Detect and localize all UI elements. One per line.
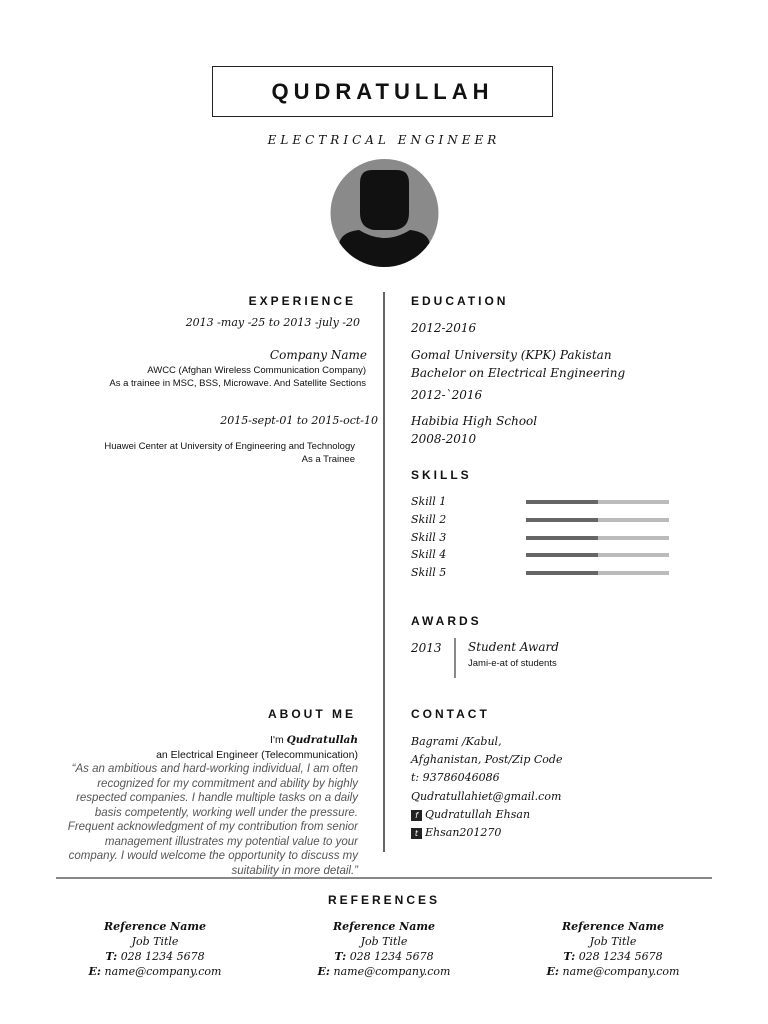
education-date-1: 2012-2016 [411,321,477,335]
education-heading: EDUCATION [411,294,509,308]
about-intro [150,734,358,746]
contact-facebook[interactable] [411,808,530,821]
experience-date-2: 2015-sept-01 to 2015-oct-10 [220,414,378,427]
candidate-name: QUDRATULLAH [271,78,494,104]
reference-email[interactable] [503,964,723,979]
about-intro-name: Qudratullah [286,734,358,746]
skill-bar [526,536,669,540]
skill-bar [526,571,669,575]
experience-line-1b: As a trainee in MSC, BSS, Microwave. And Satellite Sections [109,378,366,389]
education-school-1: Gomal University (KPK) Pakistan [411,348,612,362]
education-date-3: 2008-2010 [411,432,477,446]
about-role: an Electrical Engineer (Telecommunication) [156,749,358,761]
avatar-icon [327,158,442,268]
experience-company-1: Company Name [269,348,367,362]
reference-email-label: E: [546,965,559,978]
skill-row [411,513,671,529]
skill-bar-fill [526,553,598,557]
skill-row [411,531,671,547]
reference-phone-label: T: [105,950,118,963]
reference-card [274,919,494,979]
reference-job: Job Title [131,935,179,948]
reference-phone-label: T: [563,950,576,963]
facebook-icon: f [411,810,422,821]
skill-row [411,495,671,511]
contact-phone: t: 93786046086 [411,771,500,784]
reference-email-label: E: [317,965,330,978]
reference-name: Reference Name [561,920,664,933]
about-intro-prefix: I'm [270,734,284,746]
about-heading: ABOUT ME [268,707,356,721]
reference-phone-value: 028 1234 5678 [578,950,663,963]
references-divider [56,877,712,879]
contact-address-2: Afghanistan, Post/Zip Code [411,753,563,766]
reference-job: Job Title [360,935,408,948]
reference-email-label: E: [88,965,101,978]
reference-email-value: name@company.com [562,965,680,978]
reference-job: Job Title [589,935,637,948]
contact-heading: CONTACT [411,707,490,721]
contact-twitter-handle: Ehsan201270 [425,826,502,839]
reference-phone-value: 028 1234 5678 [120,950,205,963]
skill-label: Skill 5 [411,566,447,579]
experience-heading: EXPERIENCE [248,294,356,308]
award-year: 2013 [411,641,442,655]
reference-phone [274,949,494,964]
references-heading: REFERENCES [327,893,440,907]
name-box [212,66,553,117]
reference-name: Reference Name [103,920,206,933]
experience-line-2a: Huawei Center at University of Engineering and Technology [104,441,355,452]
skill-label: Skill 1 [411,495,447,508]
reference-phone [503,949,723,964]
skill-bar-fill [526,571,598,575]
skill-bar-fill [526,536,598,540]
reference-phone-value: 028 1234 5678 [349,950,434,963]
skill-bar [526,553,669,557]
reference-email[interactable] [274,964,494,979]
award-title: Student Award [468,640,559,654]
job-title: ELECTRICAL ENGINEER [267,133,501,147]
skill-bar [526,518,669,522]
experience-line-1a: AWCC (Afghan Wireless Communication Company) [147,365,366,376]
contact-email[interactable]: Qudratullahiet@gmail.com [411,790,562,803]
skill-row [411,566,671,582]
experience-line-2b: As a Trainee [301,454,355,465]
reference-card [45,919,265,979]
skill-bar [526,500,669,504]
contact-facebook-handle: Qudratullah Ehsan [425,808,531,821]
reference-email-value: name@company.com [104,965,222,978]
skill-row [411,548,671,564]
skill-label: Skill 2 [411,513,447,526]
contact-twitter[interactable] [411,826,501,839]
award-detail: Jami-e-at of students [468,658,557,669]
skill-label: Skill 4 [411,548,447,561]
award-divider [454,638,456,678]
reference-email[interactable] [45,964,265,979]
skill-bar-fill [526,518,598,522]
reference-email-value: name@company.com [333,965,451,978]
reference-phone-label: T: [334,950,347,963]
experience-date-1: 2013 -may -25 to 2013 -july -20 [185,316,360,329]
education-school-2: Habibia High School [411,414,538,428]
reference-card [503,919,723,979]
reference-name: Reference Name [332,920,435,933]
skills-heading: SKILLS [411,468,472,482]
education-date-2: 2012-`2016 [411,388,483,402]
twitter-icon: t [411,828,422,839]
contact-address-1: Bagrami /Kabul, [411,735,502,748]
skill-label: Skill 3 [411,531,447,544]
skill-bar-fill [526,500,598,504]
education-degree-1: Bachelor on Electrical Engineering [411,366,626,380]
column-divider [383,292,385,852]
about-quote: “As an ambitious and hard-working individual, I am often recognized for my commitment and ability by highly respected companies. I handle multiple tasks on a daily basis competently, working well under the pressure. Frequent acknowledgment of my contribution from senior management illustrates my potential value to your company. I would welcome the opportunity to discuss my suitability in more detail.” [67,763,358,877]
reference-phone [45,949,265,964]
awards-heading: AWARDS [411,614,482,628]
